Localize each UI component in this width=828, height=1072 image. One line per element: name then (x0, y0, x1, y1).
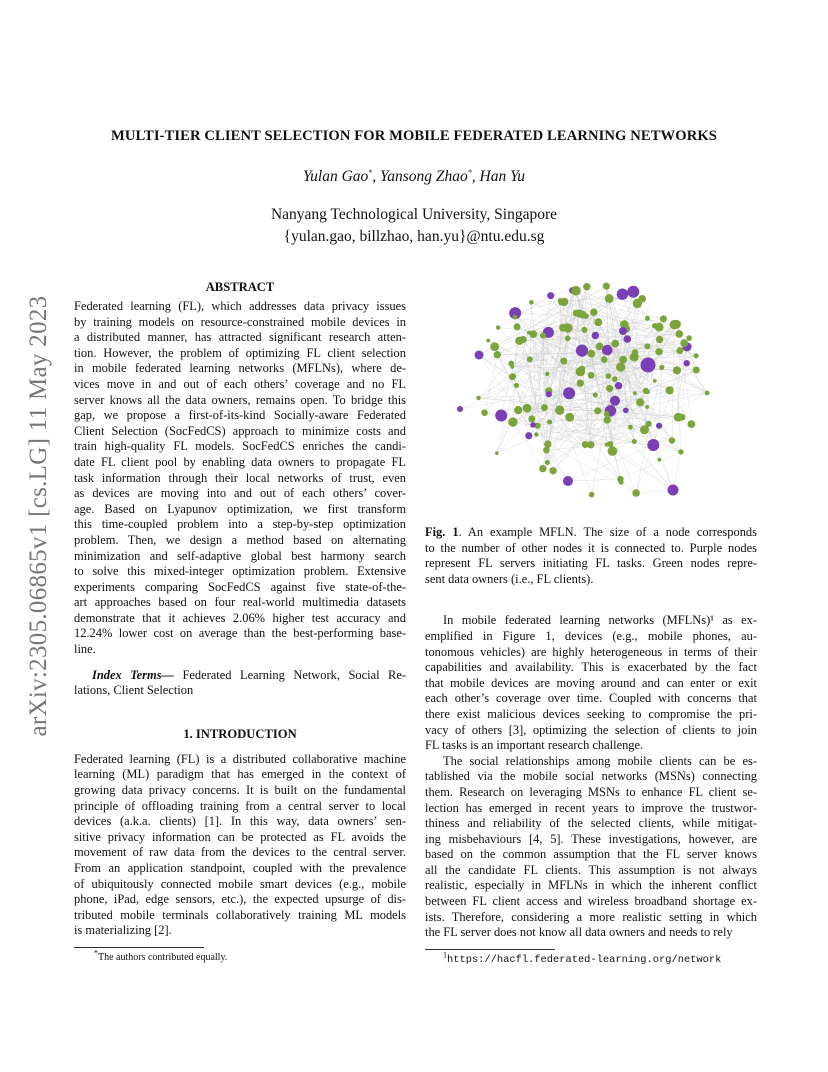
server-node (602, 345, 613, 356)
text-line: principle of offloading training from a central server to local (74, 798, 406, 813)
caption-line: represent FL servers initiating FL tasks. Green nodes repre- (425, 556, 757, 571)
client-node (588, 372, 595, 379)
server-node (623, 408, 629, 414)
client-node (670, 320, 679, 329)
client-node (673, 366, 681, 374)
introduction-text (74, 752, 406, 939)
client-node (560, 358, 567, 365)
text-line: The social relationships among mobile clients can be es- (443, 753, 757, 768)
client-node (632, 489, 640, 497)
text-line: date FL client pool by enabling data owners to propagate FL (74, 454, 406, 469)
author-mark: * (368, 167, 373, 177)
text-line: thiness and reliability of the selected clients, while mitigat- (425, 816, 757, 831)
client-node (510, 365, 514, 369)
client-node (632, 439, 637, 444)
client-node (645, 405, 649, 409)
text-line: age. Based on Lyapunov optimization, we first transform (74, 501, 406, 516)
client-node (612, 376, 618, 382)
text-line: as devices are moving into and out of each others’ cover- (74, 486, 406, 501)
client-node (705, 391, 710, 396)
text-line: that mobile devices are moving around and can enter or exit (425, 675, 757, 690)
client-node (593, 393, 598, 398)
index-terms-line: lations, Client Selection (74, 683, 194, 698)
text-line: tablished via the mobile social networks (MSNs) connecting (425, 769, 757, 784)
footnote-equal-contribution (74, 948, 406, 964)
client-node (657, 458, 661, 462)
text-line: Federated learning (FL), which addresses data privacy issues (74, 299, 406, 313)
introduction-heading: 1. INTRODUCTION (183, 726, 297, 741)
text-line: problem. Then, we design a method based on alternating (74, 532, 406, 547)
client-node (527, 331, 531, 335)
client-node (563, 323, 572, 332)
client-node (579, 311, 587, 319)
client-node (576, 367, 585, 376)
text-line: them. Research on leveraging MSNs to enhance FL client se- (425, 784, 757, 799)
arxiv-sidebar (24, 276, 54, 756)
network-figure (425, 277, 757, 515)
client-node (608, 446, 618, 456)
text-line: the FL server does not know all data owners and needs to rely (425, 925, 733, 940)
author-name: Yansong Zhao (380, 168, 468, 185)
client-node (645, 316, 650, 321)
client-node (633, 391, 637, 395)
caption-line: to the number of other nodes it is connected to. Purple nodes (425, 540, 757, 555)
text-line: lection has emerged in recent years to improve the trustwor- (425, 800, 757, 815)
server-node (656, 423, 662, 429)
client-node (607, 441, 613, 447)
client-node (659, 365, 664, 370)
client-node (476, 396, 480, 400)
client-node (527, 356, 533, 362)
client-node (513, 315, 518, 320)
server-node (475, 351, 484, 360)
paper-title: MULTI-TIER CLIENT SELECTION FOR MOBILE FEDERATED LEARNING NETWORKS (110, 128, 717, 144)
client-node (643, 388, 649, 394)
client-node (605, 294, 614, 303)
text-line: server knows all the data owners, remains open. To bridge this (74, 392, 406, 407)
index-terms-label: Index Terms— (92, 667, 174, 682)
text-line: tion. However, the problem of optimizing FL client selection (74, 345, 406, 360)
text-line: each other’s coverage over time. Coupled with concerns that (425, 691, 757, 706)
affiliation: Nanyang Technological University, Singapore (270, 206, 558, 223)
client-node (573, 310, 580, 317)
client-node (628, 425, 633, 430)
client-node (606, 373, 612, 379)
client-node (514, 383, 519, 388)
text-line: ing misbehaviours [4, 5]. These investigations, however, are (425, 831, 757, 846)
text-line: phone, iPad, edge sensors, etc.), the expected upsurge of dis- (74, 892, 406, 907)
caption-line: Fig. 1. An example MFLN. The size of a node corresponds (425, 525, 757, 539)
server-node (615, 382, 622, 389)
text-line: In mobile federated learning networks (MFLNs)¹ as ex- (443, 613, 757, 628)
client-node (565, 336, 571, 342)
text-line: vacy of others [3], optimizing the selection of clients to join (425, 722, 757, 737)
client-node (674, 413, 683, 422)
client-node (660, 315, 667, 322)
client-node (655, 348, 662, 355)
client-node (680, 339, 688, 347)
client-node (481, 409, 488, 416)
arxiv-identifier: arXiv:2305.06865v1 [cs.LG] 11 May 2023 (25, 295, 52, 737)
client-node (619, 356, 627, 364)
footnote-text: The authors contributed equally. (98, 951, 228, 963)
index-terms (74, 668, 406, 699)
client-node (686, 335, 692, 341)
text-line: art approaches based on four real-world multimedia datasets (74, 595, 406, 610)
client-node (666, 386, 674, 394)
server-node (457, 406, 463, 412)
text-line: learning (ML) paradigm that has emerged in the context of (74, 767, 406, 782)
client-node (606, 385, 613, 392)
server-node (684, 360, 690, 366)
network-edge (620, 452, 681, 479)
client-node (545, 460, 550, 465)
text-line: sitive privacy information can be protected as FL avoids the (74, 829, 406, 844)
text-line: vices move in and out of each others’ coverage and no FL (74, 376, 406, 391)
text-line: line. (74, 642, 96, 657)
text-line: tributed mobile terminals collaboratively training ML models (74, 907, 406, 922)
client-node (636, 398, 644, 406)
client-node (547, 420, 552, 425)
left-column (74, 280, 406, 964)
server-node (592, 332, 599, 339)
text-line: experiments comparing SocFedCS against five state-of-the- (74, 579, 406, 594)
client-node (514, 323, 521, 330)
right-column (425, 277, 757, 967)
client-node (589, 492, 595, 498)
abstract-heading: ABSTRACT (205, 280, 275, 294)
text-line: FL tasks is an important research challenge. (425, 738, 644, 753)
client-node (581, 327, 587, 333)
client-node (549, 467, 556, 474)
text-line: all the candidate FL clients. This assumption is not always (425, 862, 757, 877)
author-mark: * (467, 167, 472, 177)
server-node (624, 335, 632, 343)
client-node (676, 330, 684, 338)
client-node (508, 417, 517, 426)
client-node (594, 407, 601, 414)
text-line: between FL client access and wireless broadband shortage ex- (425, 894, 757, 909)
figure-label: Fig. 1 (425, 525, 459, 539)
client-node (486, 339, 490, 343)
client-node (616, 362, 625, 371)
text-line: minimization and self-adaptive global best harmony search (74, 548, 406, 563)
social-paragraph (425, 754, 757, 941)
client-node (583, 283, 590, 290)
server-node (617, 289, 628, 300)
text-line: Federated learning (FL) is a distributed collaborative machine (74, 751, 406, 766)
server-node (547, 292, 554, 299)
server-node (495, 410, 507, 422)
client-node (515, 337, 523, 345)
client-node (494, 351, 501, 358)
server-node (530, 422, 536, 428)
text-line: gap, we propose a first-of-its-kind Socially-aware Federated (74, 408, 406, 423)
text-line: emplified in Figure 1, devices (e.g., mobile phones, au- (425, 628, 757, 643)
text-line: there exist malicious devices seeking to compromise the pri- (425, 706, 757, 721)
text-line: in mobile federated learning networks (MFLNs), where de- (74, 361, 406, 376)
client-node (676, 347, 683, 354)
text-line: demonstrate that it achieves 2.06% higher test accuracy and (74, 610, 406, 625)
footnote-mark: 1 (443, 950, 447, 960)
text-line: tonomous vehicles) are highly heterogeneous in terms of their (425, 644, 757, 659)
mfln-paragraph (425, 613, 757, 753)
text-line: a distributed manner, has attracted significant research atten- (74, 330, 406, 345)
text-line: is materializing [2]. (74, 923, 172, 938)
text-line: movement of raw data from the devices to the central server. (74, 845, 406, 860)
client-node (652, 323, 657, 328)
client-node (540, 333, 546, 339)
client-node (656, 336, 663, 343)
text-line: to solve this mixed-integer optimization problem. Extensive (74, 564, 406, 579)
client-node (577, 380, 584, 387)
text-line: Client Selection (SocFedCS) approach to minimize costs and (74, 423, 406, 438)
author-list: Yulan Gao*, Yansong Zhao*, Han Yu (302, 167, 526, 185)
text-line: based on the common assumption that the FL server knows (425, 847, 757, 862)
client-node (633, 299, 642, 308)
client-node (603, 283, 610, 290)
client-node (694, 353, 699, 358)
server-node (647, 439, 659, 451)
server-node (641, 358, 656, 373)
client-node (534, 432, 538, 436)
abstract-text (74, 299, 406, 658)
client-node (572, 287, 577, 292)
server-node (525, 432, 532, 439)
server-node (668, 485, 679, 496)
client-node (594, 318, 602, 326)
client-node (529, 300, 534, 305)
client-node (558, 298, 563, 303)
server-node (563, 476, 573, 486)
client-node (604, 416, 611, 423)
text-line: of ubiquitously connected mobile smart devices (e.g., mobile (74, 876, 406, 891)
client-node (601, 356, 608, 363)
server-node (610, 396, 620, 406)
client-node (632, 349, 638, 355)
client-node (669, 437, 675, 443)
client-node (544, 440, 551, 447)
client-node (565, 413, 574, 422)
client-node (490, 342, 499, 351)
client-node (529, 330, 537, 338)
network-edge (513, 422, 543, 469)
footnote-url (425, 950, 757, 967)
author-name: Yulan Gao (302, 168, 369, 185)
footnote-mark: * (94, 948, 98, 958)
client-node (596, 343, 604, 351)
client-node (693, 367, 700, 374)
text-line: train high-quality FL models. SocFedCS enriches the candi- (74, 439, 406, 454)
client-node (612, 341, 616, 345)
server-node (627, 286, 639, 298)
client-node (644, 343, 650, 349)
client-node (523, 404, 532, 413)
client-node (514, 406, 522, 414)
network-edge (497, 333, 529, 454)
network-edge (673, 452, 681, 490)
text-line: task information through their local networks of trust, even (74, 470, 406, 485)
server-node (546, 391, 552, 397)
affiliation-block (0, 204, 828, 248)
client-node (587, 441, 594, 448)
client-node (604, 411, 610, 417)
text-line: ists. Therefore, considering a more realistic setting in which (425, 909, 757, 924)
footnote-link[interactable]: https://hacfl.federated-learning.org/network (447, 953, 722, 966)
text-line: 12.24% lower cost on average than the best-performing base- (74, 626, 406, 641)
client-node (646, 421, 652, 427)
client-node (590, 309, 597, 316)
text-line: growing data privacy concerns. It is built on the fundamental (74, 783, 406, 798)
client-node (495, 451, 499, 455)
text-line: realistic, especially in MFLNs in which the inherent conflict (425, 878, 757, 893)
text-line: by training models on resource-constrained mobile devices in (74, 314, 406, 329)
author-name: Han Yu (479, 168, 526, 185)
server-node (563, 387, 575, 399)
client-node (509, 373, 516, 380)
client-node (496, 325, 500, 329)
text-line: devices (a.k.a. clients) [1]. In this way, data owners’ sen- (74, 814, 406, 829)
client-node (543, 447, 550, 454)
text-line: From an application standpoint, coupled with the prevalence (74, 861, 406, 875)
author-emails: {yulan.gao, billzhao, han.yu}@ntu.edu.sg (283, 228, 545, 245)
client-node (528, 415, 535, 422)
client-node (617, 476, 623, 482)
index-terms-line: Federated Learning Network, Social Re- (182, 667, 406, 682)
client-node (653, 379, 657, 383)
caption-line: sent data owners (i.e., FL clients). (425, 571, 594, 586)
text-line: capabilities and availability. This is exacerbated by the fact (425, 660, 757, 675)
client-node (688, 420, 696, 428)
client-node (678, 449, 683, 454)
network-edge (636, 490, 673, 493)
client-node (539, 465, 546, 472)
text-line: this time-coupled problem into a step-by-step optimization (74, 517, 406, 532)
server-node (576, 345, 588, 357)
server-node (619, 327, 627, 335)
client-node (555, 406, 564, 415)
client-node (545, 372, 549, 376)
figure-caption (425, 525, 757, 587)
client-node (587, 350, 595, 358)
client-node (541, 404, 548, 411)
